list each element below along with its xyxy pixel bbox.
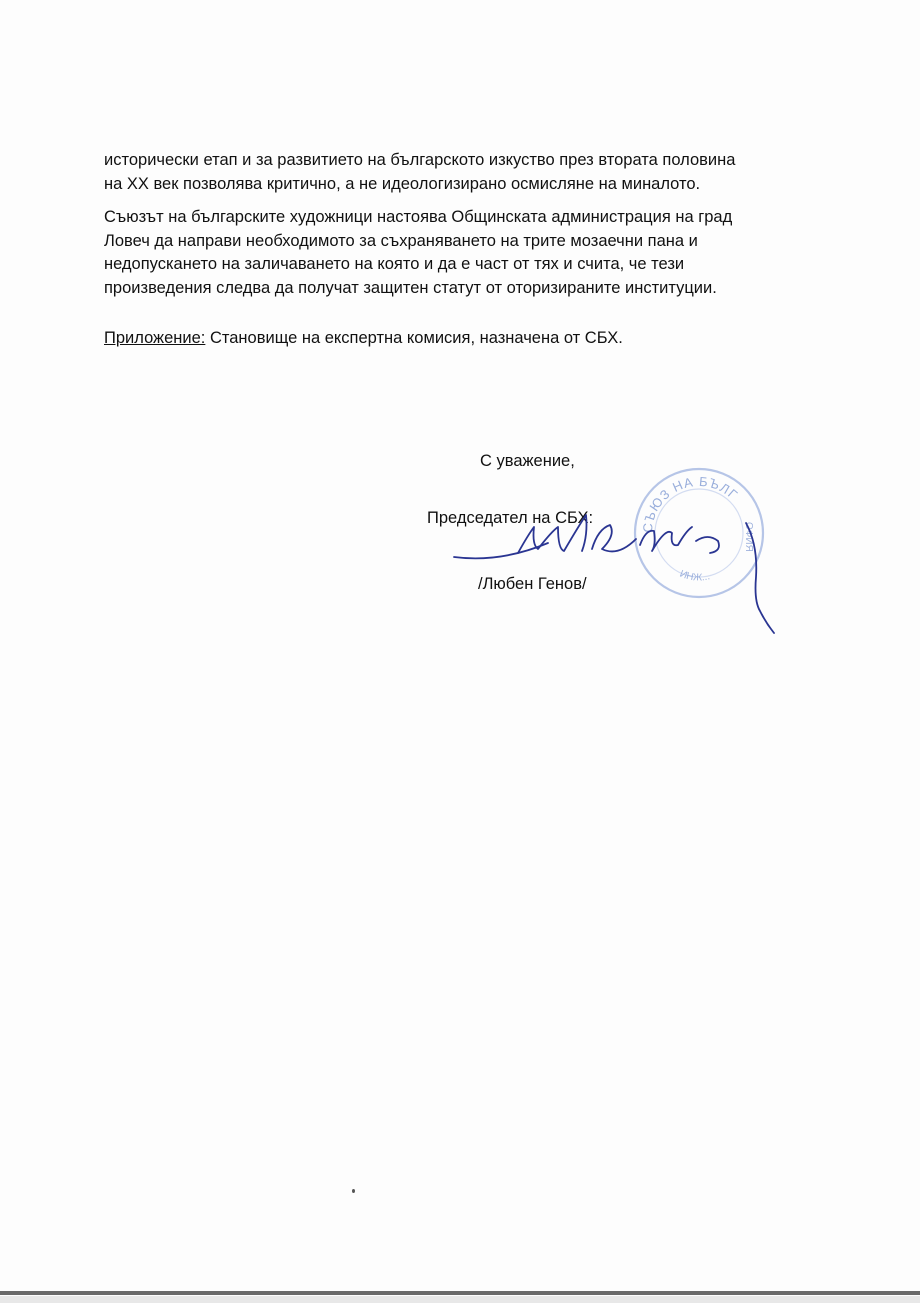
signatory-name: /Любен Генов/ (478, 575, 587, 593)
text-line: Съюзът на българските художници настоява Общинската администрация на град (104, 208, 733, 226)
stamp-side-text: ОФИЯ (743, 522, 754, 552)
closing-regards: С уважение, (480, 452, 575, 470)
paragraph-request (104, 206, 824, 300)
attachment-label: Приложение: (104, 329, 206, 347)
handwritten-signature (440, 505, 780, 640)
text-line: на XX век позволява критично, а не идеологизирано осмисляне на миналото. (104, 174, 701, 193)
paragraph-historical-stage (104, 149, 824, 196)
stamp-top-text: СЪЮЗ НА БЪЛГ (639, 473, 741, 534)
text-line: Ловеч да направи необходимото за съхраняването на трите мозаечни пана и (104, 231, 698, 250)
scan-edge-shadow (0, 1296, 920, 1303)
scan-edge-line (0, 1291, 920, 1295)
attachment-note (104, 327, 824, 351)
scan-speck (352, 1189, 355, 1193)
text-line: произведения следва да получат защитен статут от оторизираните институции. (104, 278, 717, 297)
text-line: исторически етап и за развитието на българското изкуство през втората половина (104, 151, 736, 169)
chairman-title: Председател на СБХ: (427, 509, 594, 527)
attachment-text: Становище на експертна комисия, назначена от СБХ. (205, 329, 623, 347)
text-line: недопускането на заличаването на която и да е част от тях и счита, че тези (104, 255, 685, 273)
stamp-bottom-text: ИНЖ... (677, 568, 711, 584)
